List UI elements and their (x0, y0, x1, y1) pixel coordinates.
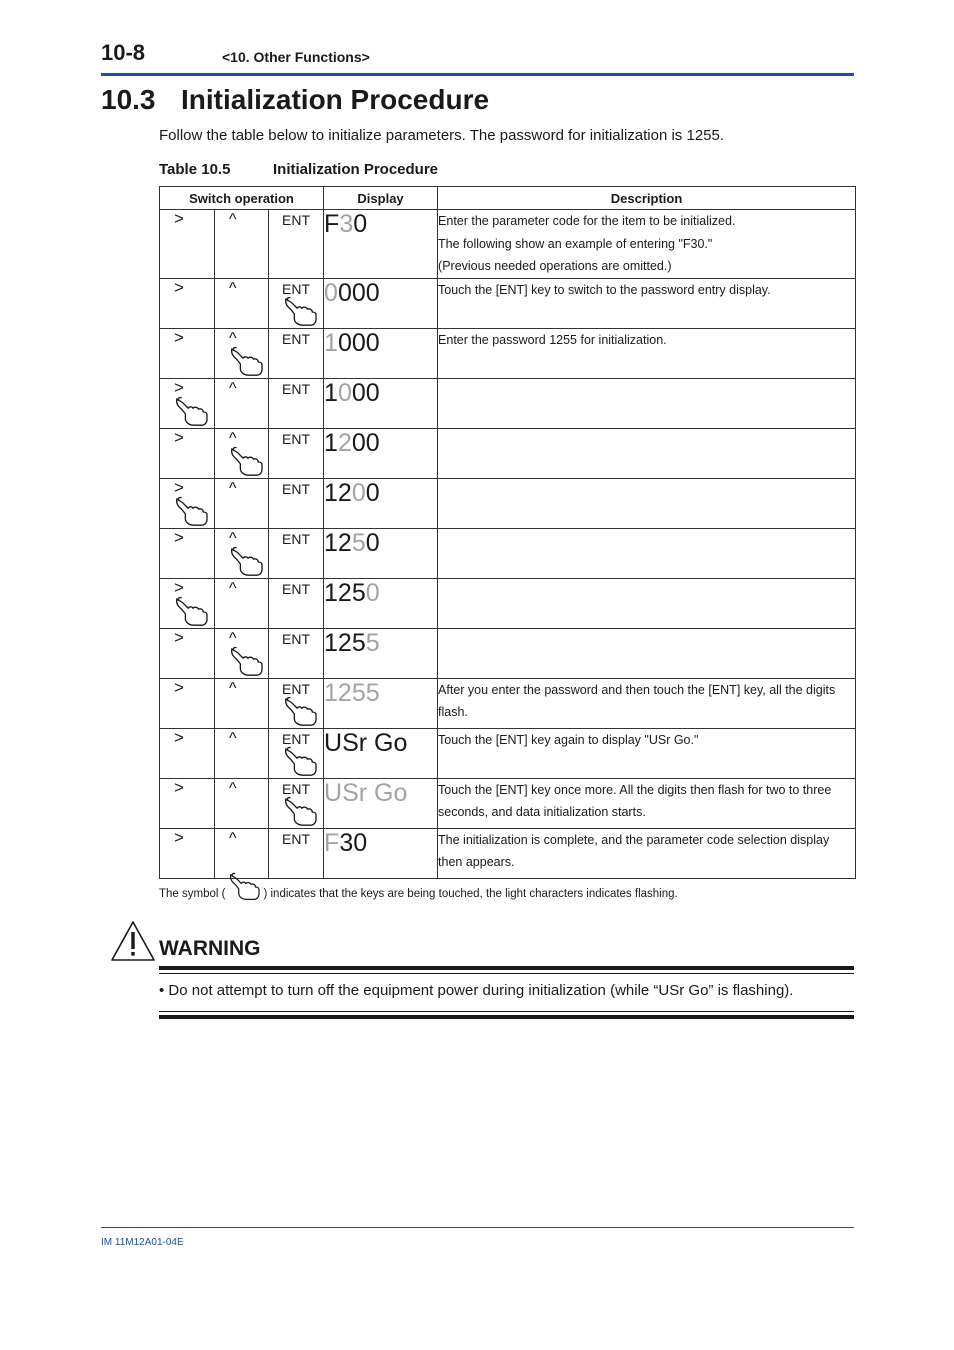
up-key-label: ^ (229, 211, 237, 228)
ent-key-label: ENT (282, 480, 311, 497)
display-digit-lit: 00 (351, 378, 380, 407)
section-number: 10.3 (101, 84, 156, 115)
display-value (324, 828, 437, 857)
description-line: flash. (438, 705, 468, 719)
touch-hand-icon (172, 496, 210, 528)
switch-cell-up (215, 428, 269, 478)
display-cell (324, 328, 438, 378)
description-cell (438, 428, 856, 478)
switch-cell-up (215, 678, 269, 728)
description-cell (438, 628, 856, 678)
right-key-label: > (174, 277, 184, 297)
display-digit-flashing: 1 (324, 328, 338, 357)
footnote-text-after: ) indicates that the keys are being touched, the light characters indicates flashing. (263, 888, 678, 901)
right-key-label: > (174, 777, 184, 797)
display-cell (324, 210, 438, 279)
description-line: The initialization is complete, and the parameter code selection display (438, 832, 830, 847)
table-row (160, 678, 856, 728)
switch-cell-up (215, 210, 269, 279)
table-row (160, 428, 856, 478)
switch-cell-ent (269, 428, 324, 478)
document-id: IM 11M12A01-04E (101, 1237, 184, 1248)
ent-key-label: ENT (282, 380, 311, 397)
display-cell (324, 378, 438, 428)
table-row (160, 210, 856, 279)
description-line: Touch the [ENT] key once more. All the digits then flash for two to three (438, 782, 832, 797)
right-key-label: > (174, 677, 184, 697)
display-cell (324, 278, 438, 328)
switch-cell-up (215, 278, 269, 328)
display-value (324, 678, 437, 707)
switch-cell-right (160, 478, 215, 528)
up-key-label: ^ (229, 729, 237, 747)
description-cell (438, 378, 856, 428)
switch-cell-up (215, 378, 269, 428)
display-cell (324, 828, 438, 878)
touch-hand-icon (281, 296, 319, 328)
display-cell (324, 428, 438, 478)
switch-cell-up (215, 528, 269, 578)
display-value (324, 728, 437, 757)
up-key-label: ^ (229, 779, 237, 797)
warning-rule-top-thin (159, 973, 854, 974)
switch-cell-right (160, 628, 215, 678)
display-value (324, 778, 437, 807)
switch-cell-right (160, 278, 215, 328)
switch-cell-up (215, 628, 269, 678)
display-cell (324, 628, 438, 678)
ent-key-label: ENT (282, 630, 311, 647)
initialization-table (159, 186, 856, 879)
table-row (160, 828, 856, 878)
warning-rule-bottom (159, 1015, 854, 1019)
warning-rule-top (159, 966, 854, 970)
display-cell (324, 728, 438, 778)
display-digit-lit: 1 (324, 428, 338, 457)
ent-key-label: ENT (282, 430, 311, 447)
right-key-label: > (174, 627, 184, 647)
display-digit-flashing: 2 (337, 428, 352, 457)
touch-hand-icon (227, 346, 265, 378)
display-digit-flashing: F (324, 828, 340, 857)
right-key-label: > (174, 377, 184, 397)
display-value (324, 578, 437, 607)
table-row (160, 328, 856, 378)
switch-cell-up (215, 328, 269, 378)
display-digit-lit: 00 (351, 428, 380, 457)
touch-hand-icon (227, 546, 265, 578)
switch-cell-right (160, 778, 215, 828)
description-line: Touch the [ENT] key again to display "USr Go." (438, 732, 699, 747)
description-line: After you enter the password and then touch the [ENT] key, all the digits (438, 682, 836, 697)
display-digit-lit: 0 (353, 210, 368, 238)
display-value (324, 478, 437, 507)
up-key-label: ^ (229, 479, 237, 497)
display-digit-lit: 000 (337, 278, 380, 307)
display-digit-lit: 125 (324, 628, 366, 657)
display-cell (324, 778, 438, 828)
display-digit-lit: 1 (324, 378, 338, 407)
display-value (324, 212, 437, 237)
up-key-label: ^ (229, 579, 237, 597)
table-caption-label: Table 10.5 (159, 161, 231, 178)
section-heading (101, 84, 489, 116)
header-rule (101, 73, 854, 76)
display-digit-lit: 30 (339, 828, 368, 857)
right-key-label: > (174, 209, 184, 228)
touch-hand-icon (172, 396, 210, 428)
ent-key-label: ENT (282, 212, 311, 228)
ent-key-label: ENT (282, 280, 311, 297)
switch-cell-ent (269, 378, 324, 428)
description-line: Enter the password 1255 for initialization. (438, 332, 667, 347)
description-cell (438, 478, 856, 528)
switch-cell-ent (269, 528, 324, 578)
display-value (324, 428, 437, 457)
switch-cell-up (215, 478, 269, 528)
chapter-title: <10. Other Functions> (222, 49, 370, 65)
right-key-label: > (174, 477, 184, 497)
description-line: Touch the [ENT] key to switch to the password entry display. (438, 282, 771, 297)
display-digit-lit: USr Go (324, 728, 408, 757)
switch-cell-up (215, 578, 269, 628)
ent-key-label: ENT (282, 680, 311, 697)
switch-cell-ent (269, 628, 324, 678)
switch-cell-right (160, 210, 215, 279)
table-caption (159, 161, 438, 178)
switch-cell-right (160, 378, 215, 428)
display-digit-flashing: 3 (339, 210, 354, 238)
table-row (160, 278, 856, 328)
description-cell (438, 328, 856, 378)
switch-cell-right (160, 578, 215, 628)
description-line: then appears. (438, 855, 515, 869)
description-cell (438, 778, 856, 828)
display-cell (324, 478, 438, 528)
warning-triangle-icon (110, 920, 156, 962)
header-display: Display (324, 187, 438, 210)
up-key-label: ^ (229, 679, 237, 697)
ent-key-label: ENT (282, 730, 311, 747)
right-key-label: > (174, 427, 184, 447)
touch-hand-icon (227, 646, 265, 678)
display-digit-lit: 125 (324, 578, 366, 607)
up-key-label: ^ (229, 379, 237, 397)
table-caption-title: Initialization Procedure (273, 161, 439, 178)
ent-key-label: ENT (282, 580, 311, 597)
display-digit-flashing: 5 (365, 628, 380, 657)
header-description: Description (438, 187, 856, 210)
description-line: (Previous needed operations are omitted.) (438, 259, 672, 273)
display-value (324, 278, 437, 307)
up-key-label: ^ (229, 329, 237, 347)
switch-cell-up (215, 728, 269, 778)
section-title: Initialization Procedure (181, 84, 490, 115)
display-value (324, 378, 437, 407)
description-line: seconds, and data initialization starts. (438, 805, 646, 819)
ent-key-label: ENT (282, 780, 311, 797)
description-cell (438, 210, 856, 279)
touch-hand-icon (281, 796, 319, 828)
display-digit-flashing: 5 (351, 528, 366, 557)
display-digit-flashing: 0 (351, 478, 366, 507)
warning-rule-bottom-thin (159, 1011, 854, 1012)
switch-cell-ent (269, 278, 324, 328)
right-key-label: > (174, 527, 184, 547)
switch-cell-ent (269, 678, 324, 728)
up-key-label: ^ (229, 829, 237, 847)
footer-rule (101, 1227, 854, 1228)
description-cell (438, 828, 856, 878)
switch-cell-ent (269, 578, 324, 628)
table-row (160, 578, 856, 628)
ent-key-label: ENT (282, 830, 311, 847)
right-key-label: > (174, 577, 184, 597)
display-digit-flashing: 0 (324, 278, 338, 307)
switch-cell-right (160, 828, 215, 878)
switch-cell-ent (269, 778, 324, 828)
table-row (160, 478, 856, 528)
ent-key-label: ENT (282, 330, 311, 347)
switch-cell-up (215, 778, 269, 828)
table-row (160, 728, 856, 778)
display-digit-lit: F (324, 210, 340, 238)
display-cell (324, 578, 438, 628)
switch-cell-ent (269, 728, 324, 778)
header-switch-operation: Switch operation (160, 187, 324, 210)
switch-cell-right (160, 728, 215, 778)
display-digit-lit: 12 (324, 528, 352, 557)
display-value (324, 328, 437, 357)
display-digit-lit: 0 (365, 528, 380, 557)
table-row (160, 378, 856, 428)
display-digit-lit: 000 (337, 328, 380, 357)
switch-cell-right (160, 428, 215, 478)
up-key-label: ^ (229, 629, 237, 647)
touch-hand-icon (172, 596, 210, 628)
display-cell (324, 528, 438, 578)
display-digit-flashing: 0 (337, 378, 352, 407)
display-digit-flashing: 1255 (324, 678, 380, 707)
table-row (160, 628, 856, 678)
ent-key-label: ENT (282, 530, 311, 547)
touch-hand-icon (225, 872, 263, 902)
up-key-label: ^ (229, 279, 237, 297)
description-cell (438, 528, 856, 578)
display-cell (324, 678, 438, 728)
right-key-label: > (174, 727, 184, 747)
table-row (160, 528, 856, 578)
display-digit-lit: 12 (324, 478, 352, 507)
display-digit-flashing: 0 (365, 578, 380, 607)
touch-hand-icon (281, 696, 319, 728)
table-header-row (160, 187, 856, 210)
touch-hand-icon (227, 446, 265, 478)
description-line: The following show an example of entering "F30." (438, 236, 713, 251)
display-value (324, 628, 437, 657)
display-digit-lit: 0 (365, 478, 380, 507)
warning-title: WARNING (159, 937, 261, 960)
description-cell (438, 728, 856, 778)
switch-cell-right (160, 328, 215, 378)
up-key-label: ^ (229, 529, 237, 547)
display-value (324, 528, 437, 557)
table-row (160, 778, 856, 828)
intro-paragraph: Follow the table below to initialize parameters. The password for initialization is 1255. (159, 127, 725, 144)
switch-cell-ent (269, 828, 324, 878)
switch-cell-up (215, 828, 269, 878)
switch-cell-ent (269, 478, 324, 528)
right-key-label: > (174, 327, 184, 347)
description-cell (438, 678, 856, 728)
switch-cell-right (160, 678, 215, 728)
touch-hand-icon (281, 746, 319, 778)
right-key-label: > (174, 827, 184, 847)
warning-text: • Do not attempt to turn off the equipment power during initialization (while “USr Go” is flashing). (159, 982, 794, 999)
display-digit-flashing: USr Go (324, 778, 408, 807)
description-line: Enter the parameter code for the item to be initialized. (438, 214, 736, 228)
switch-cell-ent (269, 328, 324, 378)
footnote-text-before: The symbol ( (159, 888, 226, 901)
page-number: 10-8 (101, 40, 146, 65)
switch-cell-ent (269, 210, 324, 279)
up-key-label: ^ (229, 429, 237, 447)
table-footnote (159, 886, 678, 902)
switch-cell-right (160, 528, 215, 578)
description-cell (438, 578, 856, 628)
description-cell (438, 278, 856, 328)
